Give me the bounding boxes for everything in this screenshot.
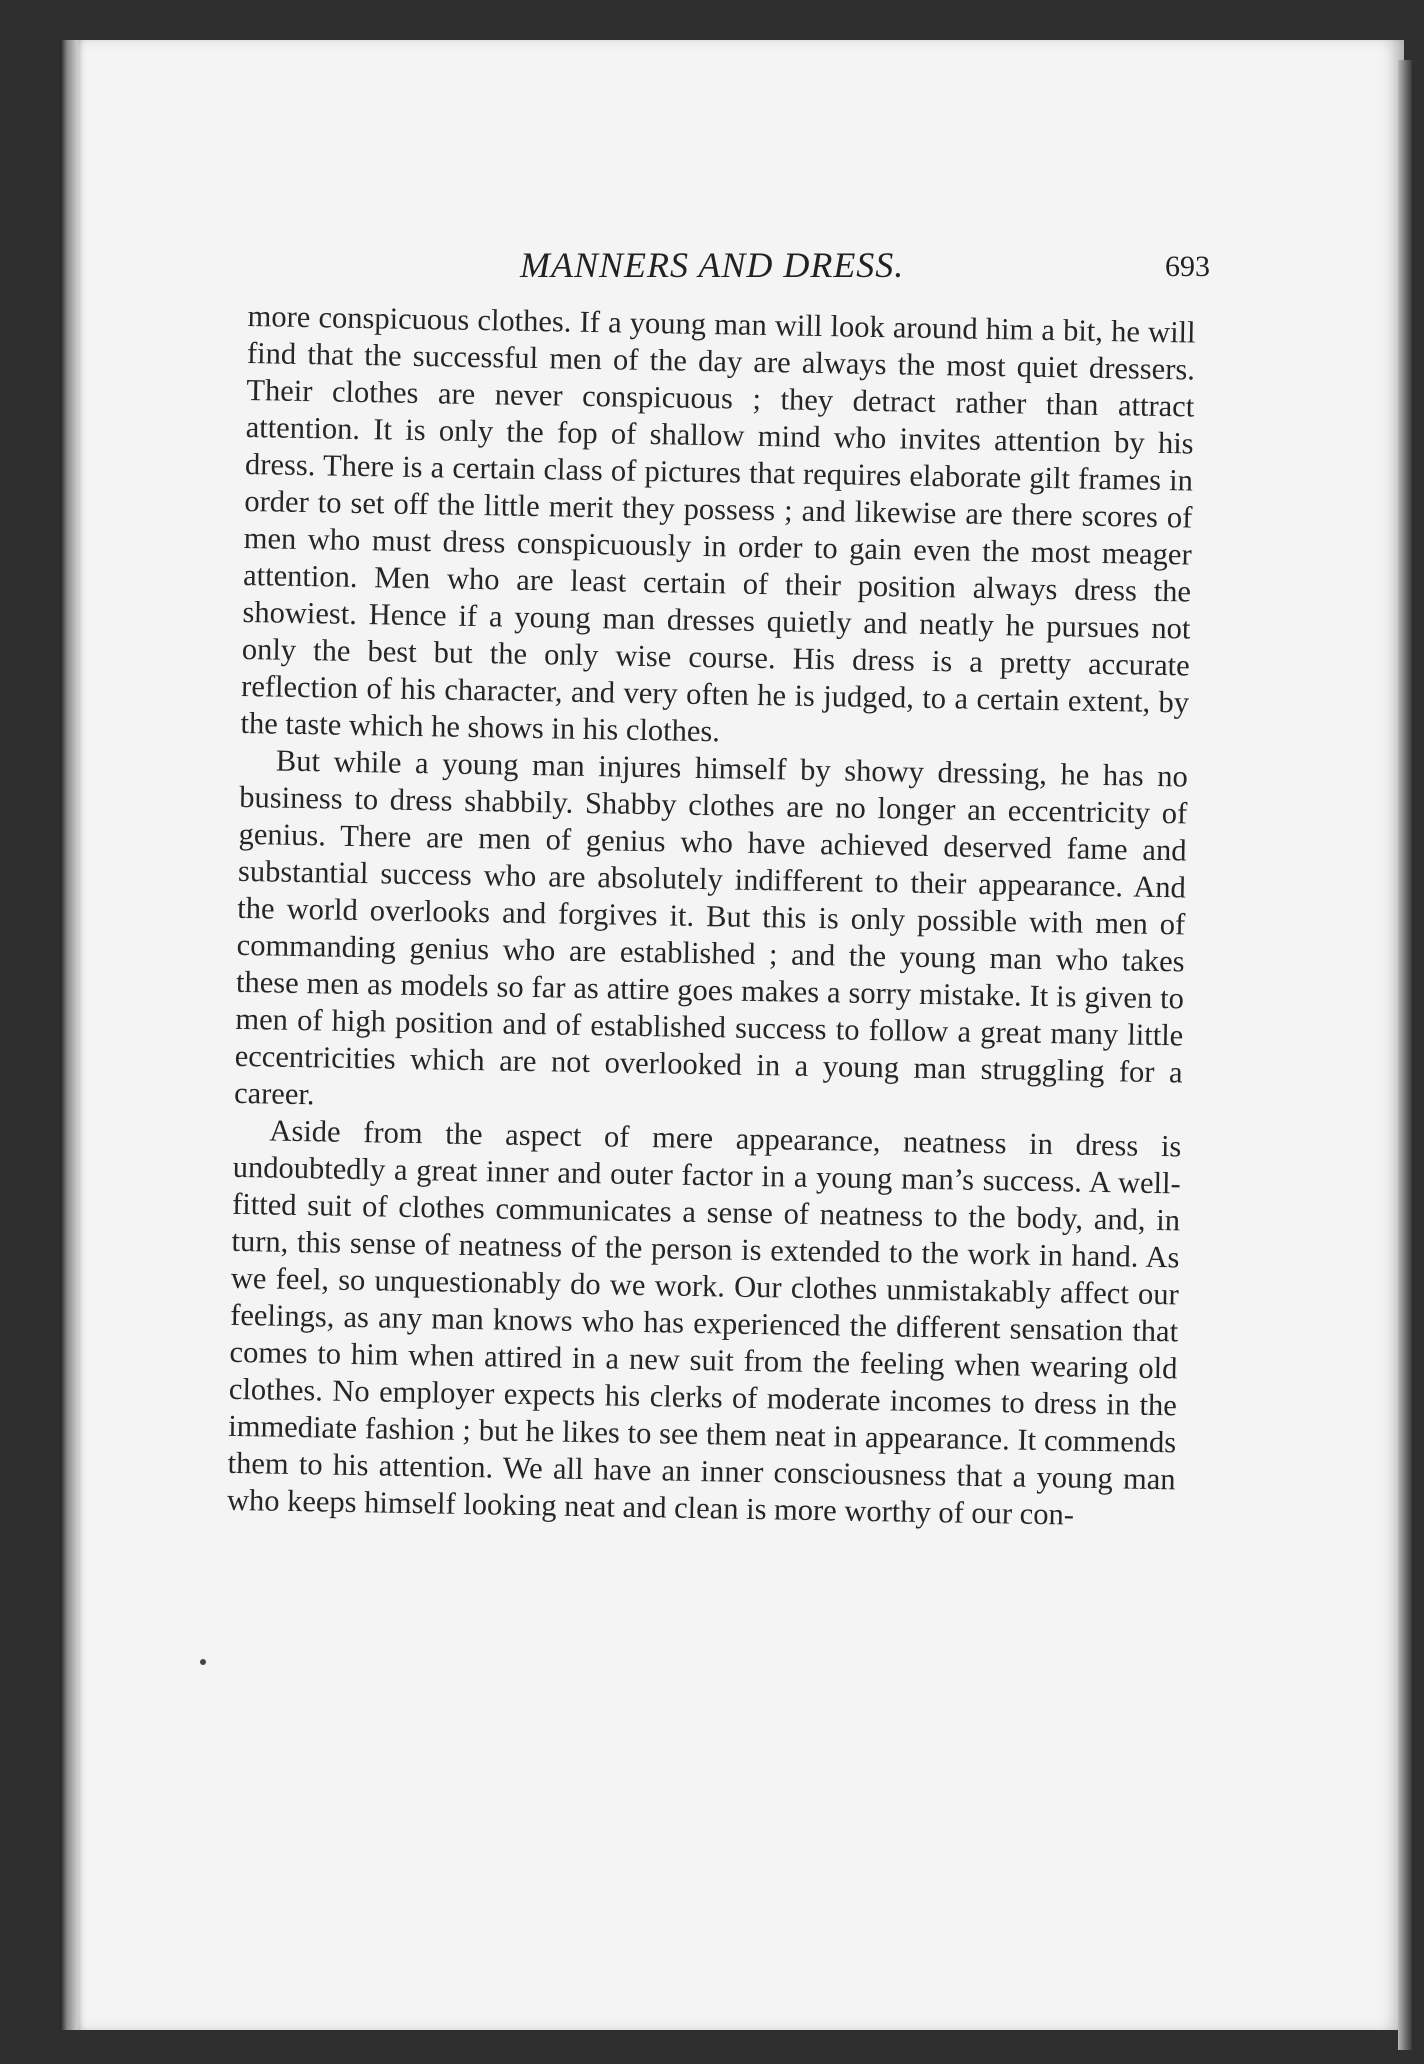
paragraph: more conspicuous clothes. If a young man will look around him a bit, he will find that the successful men of the day are always the most quiet dressers. Their clothes are never conspicuous ; they detract rather than attract attention. It is only the fop of shallow mind who invites attention by his dress. There is a certain class of pictures that requires elaborate gilt frames in order to set off the little merit they possess ; and likewise are there scores of men who must dress conspicuously in order to gain even the most meager attention. Men who are least certain of their position always dress the showiest. Hence if a young man dresses quietly and neatly he pursues not only the best but the only wise course. His dress is a pretty accurate reflection of his character, and very often he is judged, to a certain extent, by the taste which he shows in his clothes. (240, 298, 1196, 749)
page-stack-edge (1398, 60, 1412, 2050)
page-header (250, 240, 1210, 290)
running-head: MANNERS AND DRESS. (520, 245, 905, 285)
paragraph: But while a young man injures himself by showy dressing, he has no business to dress shabbily. Shabby clothes are no longer an eccentricity of genius. There are men of genius who have achieved deserved fame and substantial success who are absolutely indifferent to their appearance. And the world overlooks and forgives it. But this is only possible with men of commanding genius who are established ; and the young man who takes these men as models so far as attire goes makes a sorry mistake. It is given to men of high position and of established success to follow a great many little eccentricities which are not overlooked in a young man struggling for a career. (233, 743, 1189, 1112)
paragraph: Aside from the aspect of mere appearance, neatness in dress is undoubtedly a great inner and outer factor in a young man’s success. A well-fitted suit of clothes communicates a sense of neatness to the body, and, in turn, this sense of neatness of the person is extended to the work in hand. As we feel, so unquestionably do we work. Our clothes unmistakably affect our feelings, as any man knows who has experienced the different sensation that comes to him when attired in a new suit from the feeling when wearing old clothes. No employer expects his clerks of moderate incomes to dress in the immediate fashion ; but he likes to see them neat in appearance. It commends them to his attention. We all have an inner consciousness that a young man who keeps himself looking neat and clean is more worthy of our con- (226, 1113, 1182, 1532)
page-number: 693 (1165, 250, 1210, 283)
body-text (227, 298, 1196, 1535)
book-spine-edge (60, 40, 78, 2030)
margin-speck (200, 1659, 206, 1665)
